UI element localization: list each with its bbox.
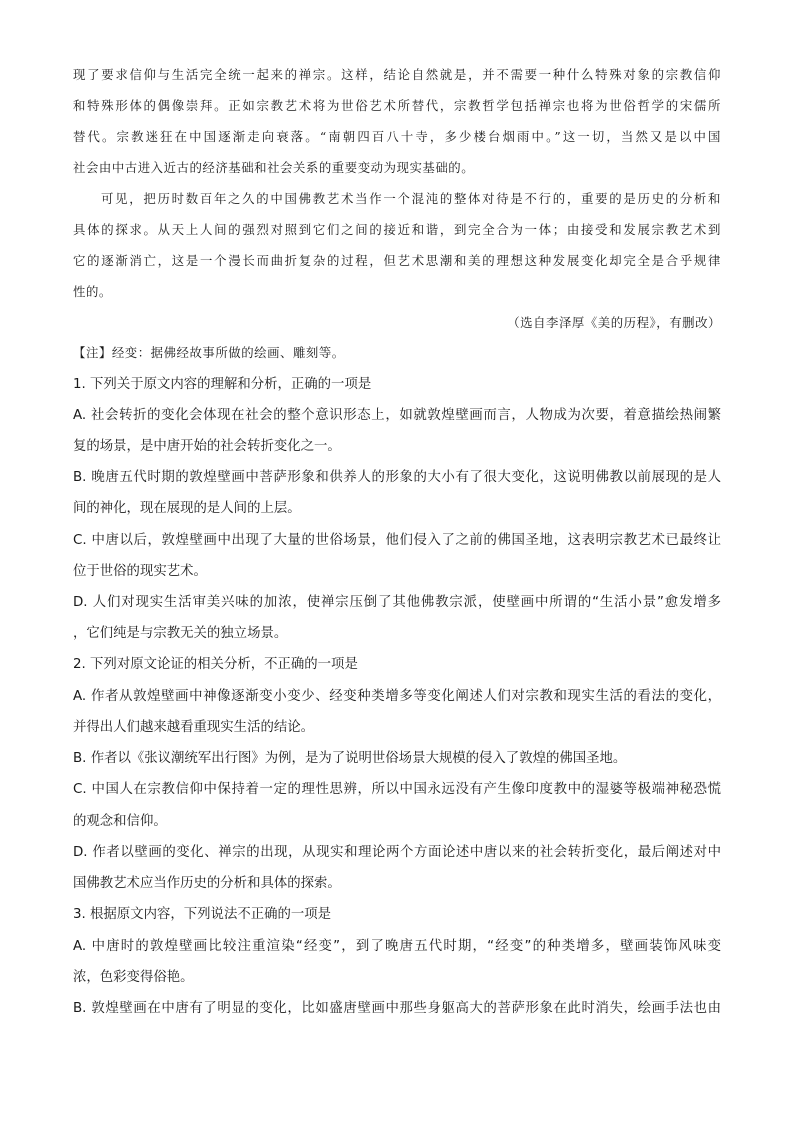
option-d: D. 作者以壁画的变化、禅宗的出现，从现实和理论两个方面论述中唐以来的社会转折变化，最后阐述对中	[73, 845, 721, 860]
passage-line: 和特殊形体的偶像崇拜。正如宗教艺术将为世俗艺术所替代，宗教哲学包括禅宗也将为世俗哲学的宋儒所	[73, 98, 721, 113]
option-a: A. 社会转折的变化会体现在社会的整个意识形态上，如就敦煌壁画而言，人物成为次要，着意描绘热闹繁	[73, 408, 721, 423]
option-a-cont: 复的场景，是中唐开始的社会转折变化之一。	[73, 439, 341, 454]
passage-line: 现了要求信仰与生活完全统一起来的禅宗。这样，结论自然就是，并不需要一种什么特殊对象的宗教信仰	[73, 67, 721, 82]
option-a: A. 中唐时的敦煌壁画比较注重渲染“经变”，到了晚唐五代时期，“经变”的种类增多，壁画装饰风味变	[73, 939, 721, 954]
option-d: D. 人们对现实生活审美兴味的加浓，使禅宗压倒了其他佛教宗派，使壁画中所谓的“生活小景”愈发增多	[73, 595, 721, 610]
option-c-cont: 的观念和信仰。	[73, 814, 167, 829]
passage-line: 社会由中古进入近古的经济基础和社会关系的重要变动为现实基础的。	[73, 160, 475, 175]
option-b-cont: 间的神化，现在展现的是人间的上层。	[73, 501, 301, 516]
option-a-cont: 浓，色彩变得俗艳。	[73, 970, 194, 985]
question-stem: 2. 下列对原文论证的相关分析，不正确的一项是	[73, 657, 358, 672]
option-c: C. 中国人在宗教信仰中保持着一定的理性思辨，所以中国永远没有产生像印度教中的湿婆等极端神秘恐慌	[73, 782, 721, 797]
passage-note: 【注】经变：据佛经故事所做的绘画、雕刻等。	[73, 345, 345, 360]
question-stem: 3. 根据原文内容，下列说法不正确的一项是	[73, 907, 332, 922]
option-b: B. 晚唐五代时期的敦煌壁画中菩萨形象和供养人的形象的大小有了很大变化，这说明佛教以前展现的是人	[73, 470, 721, 485]
option-b: B. 敦煌壁画在中唐有了明显的变化，比如盛唐壁画中那些身躯高大的菩萨形象在此时消失，绘画手法也由	[73, 1001, 721, 1016]
passage-line: 替代。宗教迷狂在中国逐渐走向衰落。“南朝四百八十寺，多少楼台烟雨中。”这一切，当然又是以中国	[73, 129, 721, 144]
option-c-cont: 位于世俗的现实艺术。	[73, 564, 207, 579]
option-c: C. 中唐以后，敦煌壁画中出现了大量的世俗场景，他们侵入了之前的佛国圣地，这表明宗教艺术已最终让	[73, 533, 721, 548]
option-a-cont: 并得出人们越来越看重现实生活的结论。	[73, 720, 315, 735]
passage-line: 具体的探求。从天上人间的强烈对照到它们之间的接近和谐，到完全合为一体；由接受和发展宗教艺术到	[73, 222, 721, 237]
passage-line: 可见，把历时数百年之久的中国佛教艺术当作一个混沌的整体对待是不行的，重要的是历史的分析和	[101, 191, 721, 206]
passage-line: 性的。	[73, 284, 112, 299]
option-d-cont: ，它们纯是与宗教无关的独立场景。	[73, 626, 288, 641]
question-stem: 1. 下列关于原文内容的理解和分析，正确的一项是	[73, 377, 372, 392]
passage-line: 它的逐渐消亡，这是一个漫长而曲折复杂的过程，但艺术思潮和美的理想这种发展变化却完全是合乎规律	[73, 253, 721, 268]
option-b: B. 作者以《张议潮统军出行图》为例，是为了说明世俗场景大规模的侵入了敦煌的佛国圣地。	[73, 751, 627, 766]
option-d-cont: 国佛教艺术应当作历史的分析和具体的探索。	[73, 876, 341, 891]
passage-source: （选自李泽厚《美的历程》，有删改）	[507, 315, 721, 330]
option-a: A. 作者从敦煌壁画中神像逐渐变小变少、经变种类增多等变化阐述人们对宗教和现实生活的看法的变化，	[73, 689, 721, 704]
